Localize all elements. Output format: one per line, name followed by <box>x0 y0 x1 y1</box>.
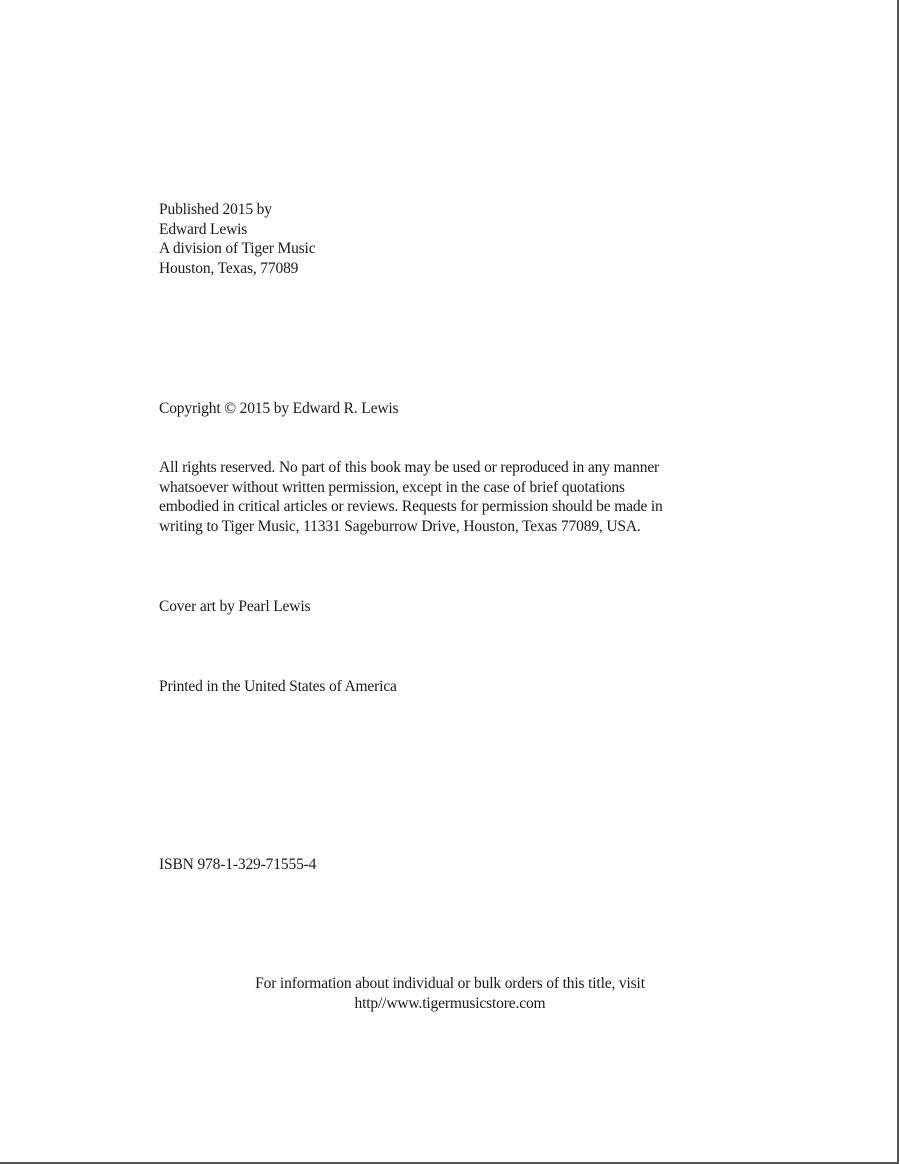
cover-art-line: Cover art by Pearl Lewis <box>159 598 311 615</box>
isbn-line: ISBN 978-1-329-71555-4 <box>159 856 317 873</box>
rights-line: writing to Tiger Music, 11331 Sageburrow Drive, Houston, Texas 77089, USA. <box>159 517 641 535</box>
printed-notice <box>159 677 397 697</box>
publisher-line: Published 2015 by <box>159 201 272 218</box>
orders-url: http//www.tigermusicstore.com <box>354 994 546 1012</box>
publisher-block <box>159 200 315 278</box>
rights-line: whatsoever without written permission, except in the case of brief quotations <box>159 478 625 496</box>
publisher-name: Edward Lewis <box>159 220 248 238</box>
publisher-location: Houston, Texas, 77089 <box>159 259 299 277</box>
orders-info <box>0 974 900 1013</box>
copyright-line: Copyright © 2015 by Edward R. Lewis <box>159 400 399 417</box>
publisher-division: A division of Tiger Music <box>159 240 316 258</box>
printed-line: Printed in the United States of America <box>159 678 397 695</box>
rights-line: All rights reserved. No part of this book may be used or reproduced in any manner <box>159 459 660 476</box>
orders-line: For information about individual or bulk orders of this title, visit <box>255 975 645 992</box>
rights-line: embodied in critical articles or reviews. Requests for permission should be made in <box>159 498 663 516</box>
copyright-notice <box>159 399 398 419</box>
rights-statement <box>159 458 749 536</box>
cover-art-credit <box>159 597 310 617</box>
isbn <box>159 855 316 875</box>
